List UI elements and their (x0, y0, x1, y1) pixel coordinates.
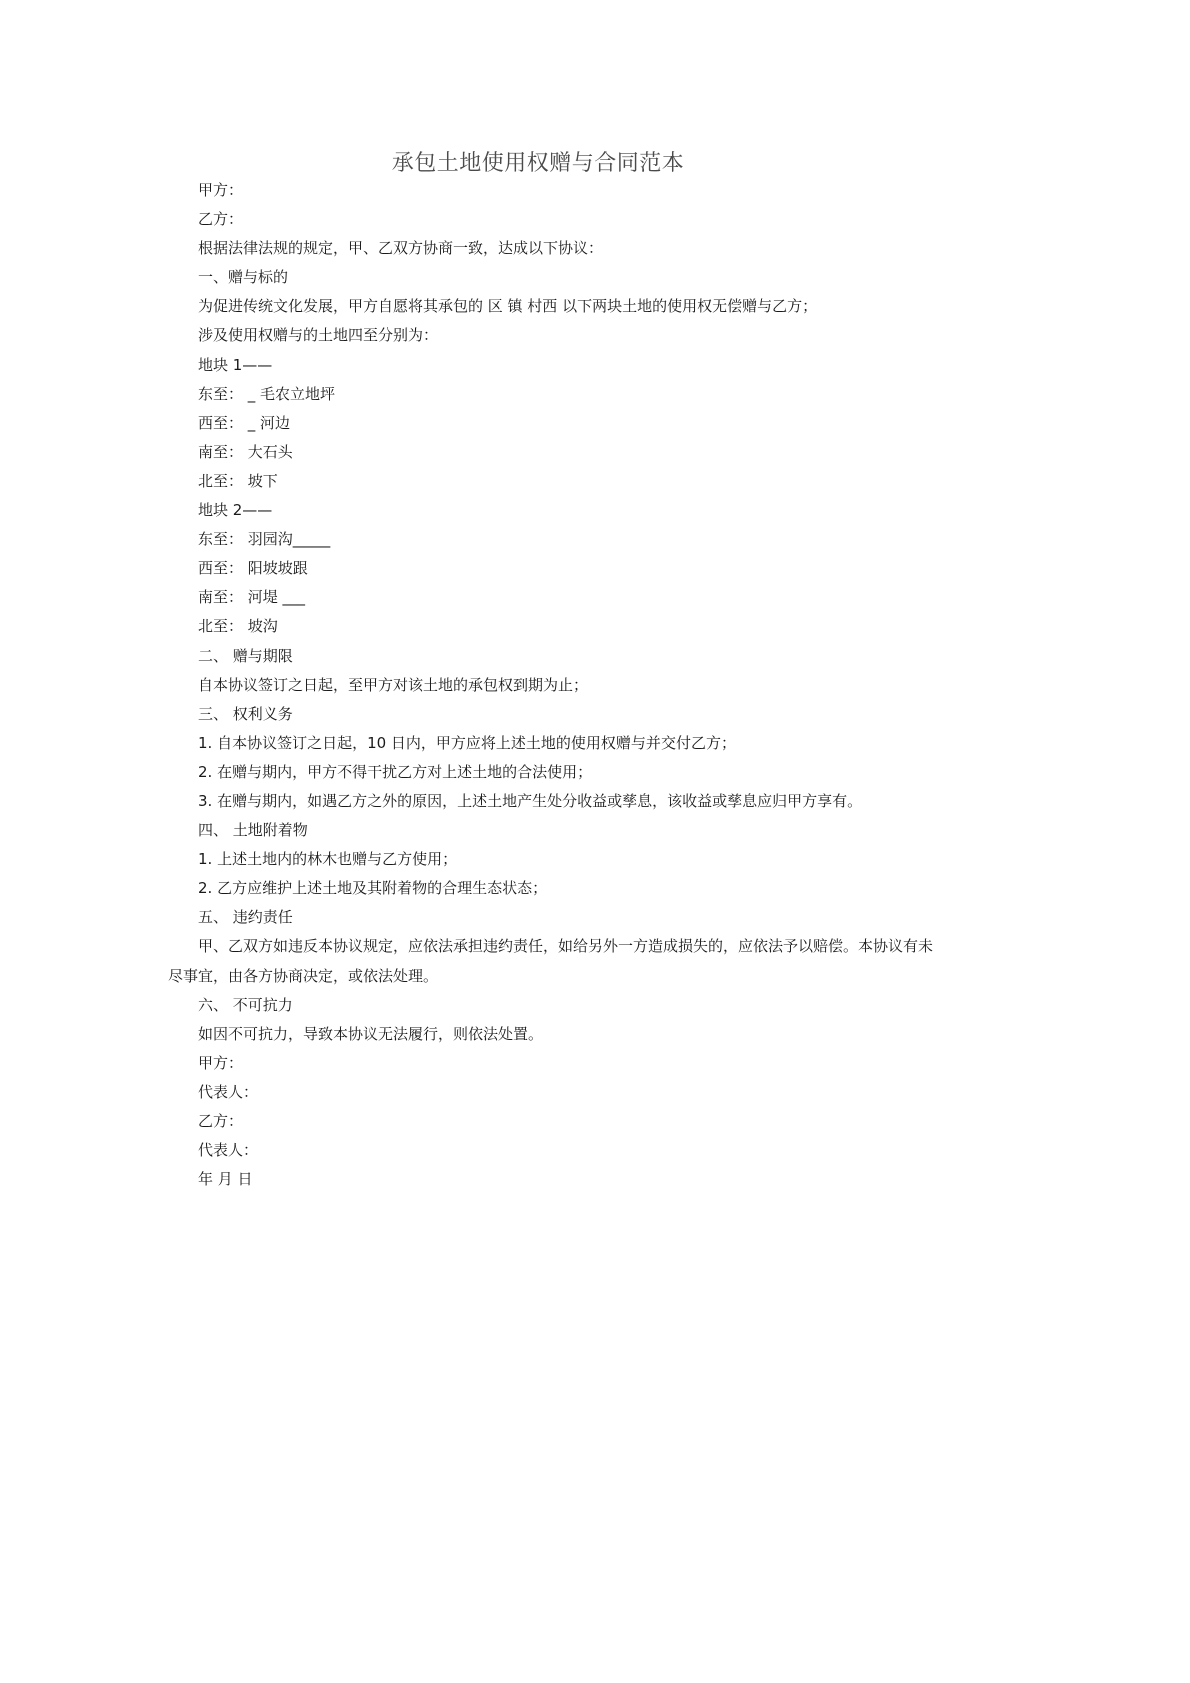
signature-party-a-representative: 代表人： (198, 1082, 259, 1101)
section-heading-gift-subject: 一、赠与标的 (198, 268, 289, 287)
attachments-item-2: 2. 乙方应维护上述土地及其附着物的合理生态状态； (198, 879, 548, 898)
signature-party-a: 甲方： (198, 1053, 244, 1072)
rights-item-2: 2. 在赠与期内，甲方不得干扰乙方对上述土地的合法使用； (198, 762, 593, 781)
party-a-label: 甲方： (198, 181, 244, 199)
rights-item-3: 3. 在赠与期内，如遇乙方之外的原因，上述土地产生处分收益或孳息，该收益或孳息应归甲方享有。 (198, 791, 863, 810)
document-title: 承包土地使用权赠与合同范本 (391, 151, 685, 176)
document-body (168, 176, 1008, 1194)
rights-item-1: 1. 自本协议签订之日起，10 日内，甲方应将上述土地的使用权赠与并交付乙方； (198, 733, 736, 752)
section-heading-attachments: 四、 土地附着物 (198, 821, 308, 840)
signature-party-b: 乙方： (198, 1112, 244, 1130)
section-heading-rights-obligations: 三、 权利义务 (198, 704, 293, 723)
boundaries-intro: 涉及使用权赠与的土地四至分别为： (198, 326, 439, 345)
plot-1-east: 东至： _ 毛农立地坪 (198, 384, 336, 403)
breach-text-line-2: 尽事宜，由各方协商决定，或依法处理。 (168, 966, 439, 985)
preamble: 根据法律法规的规定，甲、乙双方协商一致，达成以下协议： (198, 239, 604, 258)
attachments-item-1: 1. 上述土地内的林木也赠与乙方使用； (198, 850, 458, 869)
plot-2-label: 地块 2—— (198, 501, 273, 520)
force-majeure-text: 如因不可抗力，导致本协议无法履行，则依法处置。 (198, 1024, 544, 1043)
plot-1-west: 西至： _ 河边 (198, 413, 291, 432)
party-b-label: 乙方： (198, 210, 244, 229)
signature-party-b-representative: 代表人： (198, 1141, 259, 1160)
plot-1-label: 地块 1—— (198, 355, 273, 374)
gift-subject-text: 为促进传统文化发展，甲方自愿将其承包的 区 镇 村西 以下两块土地的使用权无偿赠与乙方； (198, 297, 818, 316)
plot-2-north: 北至： 坡沟 (198, 617, 278, 636)
gift-period-text: 自本协议签订之日起，至甲方对该土地的承包权到期为止； (198, 675, 589, 694)
breach-text-line-1: 甲、乙双方如违反本协议规定，应依法承担违约责任，如给另外一方造成损失的，应依法予以赔偿。本协议有未 (198, 937, 934, 956)
section-heading-breach: 五、 违约责任 (198, 908, 293, 927)
section-heading-gift-period: 二、 赠与期限 (198, 646, 293, 665)
plot-1-south: 南至： 大石头 (198, 442, 293, 461)
plot-1-north: 北至： 坡下 (198, 471, 278, 490)
plot-2-west: 西至： 阳坡坡跟 (198, 559, 308, 578)
section-heading-force-majeure: 六、 不可抗力 (198, 995, 293, 1014)
plot-2-south: 南至： 河堤 ___ (198, 588, 306, 607)
signature-date: 年 月 日 (198, 1170, 253, 1189)
plot-2-east: 东至： 羽园沟_____ (198, 530, 331, 549)
